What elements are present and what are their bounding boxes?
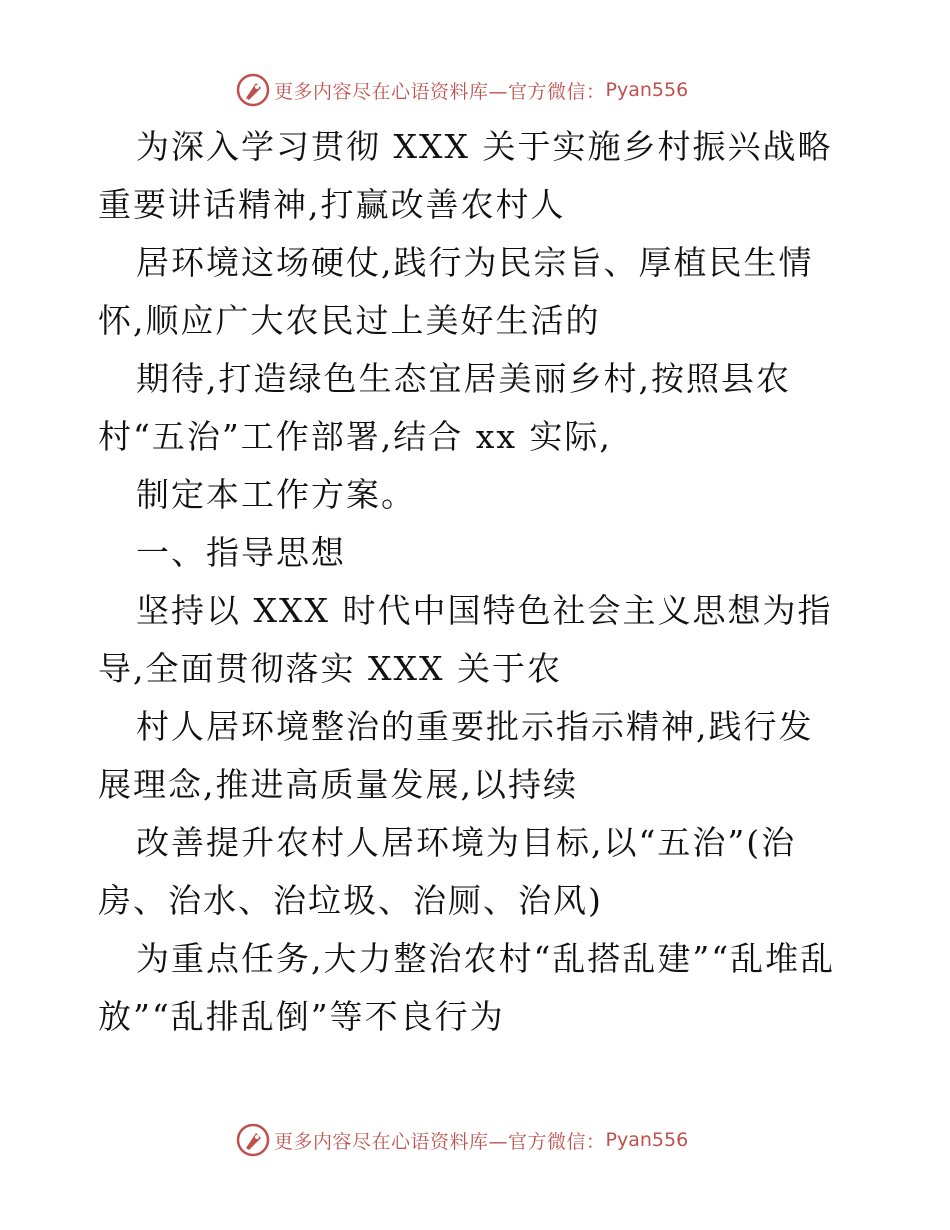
paragraph: 期待,打造绿色生态宜居美丽乡村,按照县农村“五治”工作部署,结合 xx 实际, (98, 359, 791, 456)
footer-banner-contact: Pyan556 (605, 1129, 689, 1151)
header-banner (236, 72, 688, 108)
pen-nib-logo-icon (236, 73, 270, 107)
paragraph: 制定本工作方案。 (136, 475, 416, 514)
paragraph: 坚持以 XXX 时代中国特色社会主义思想为指导,全面贯彻落实 XXX 关于农 (98, 591, 833, 688)
section-heading: 一、指导思想 (136, 533, 346, 572)
document-body (98, 118, 843, 1046)
footer-banner (236, 1122, 688, 1158)
pen-nib-logo-icon (236, 1123, 270, 1157)
paragraph: 居环境这场硬仗,践行为民宗旨、厚植民生情怀,顺应广大农民过上美好生活的 (98, 243, 814, 340)
header-banner-contact: Pyan556 (605, 79, 689, 101)
paragraph: 改善提升农村人居环境为目标,以“五治”(治房、治水、治垃圾、治厕、治风) (98, 823, 797, 920)
header-banner-text: 更多内容尽在心语资料库—官方微信： (274, 80, 606, 103)
paragraph: 为深入学习贯彻 XXX 关于实施乡村振兴战略重要讲话精神,打赢改善农村人 (98, 127, 833, 224)
paragraph: 为重点任务,大力整治农村“乱搭乱建”“乱堆乱放”“乱排乱倒”等不良行为 (98, 939, 836, 1036)
footer-banner-text: 更多内容尽在心语资料库—官方微信： (274, 1130, 606, 1153)
paragraph: 村人居环境整治的重要批示指示精神,践行发展理念,推进高质量发展,以持续 (98, 707, 814, 804)
